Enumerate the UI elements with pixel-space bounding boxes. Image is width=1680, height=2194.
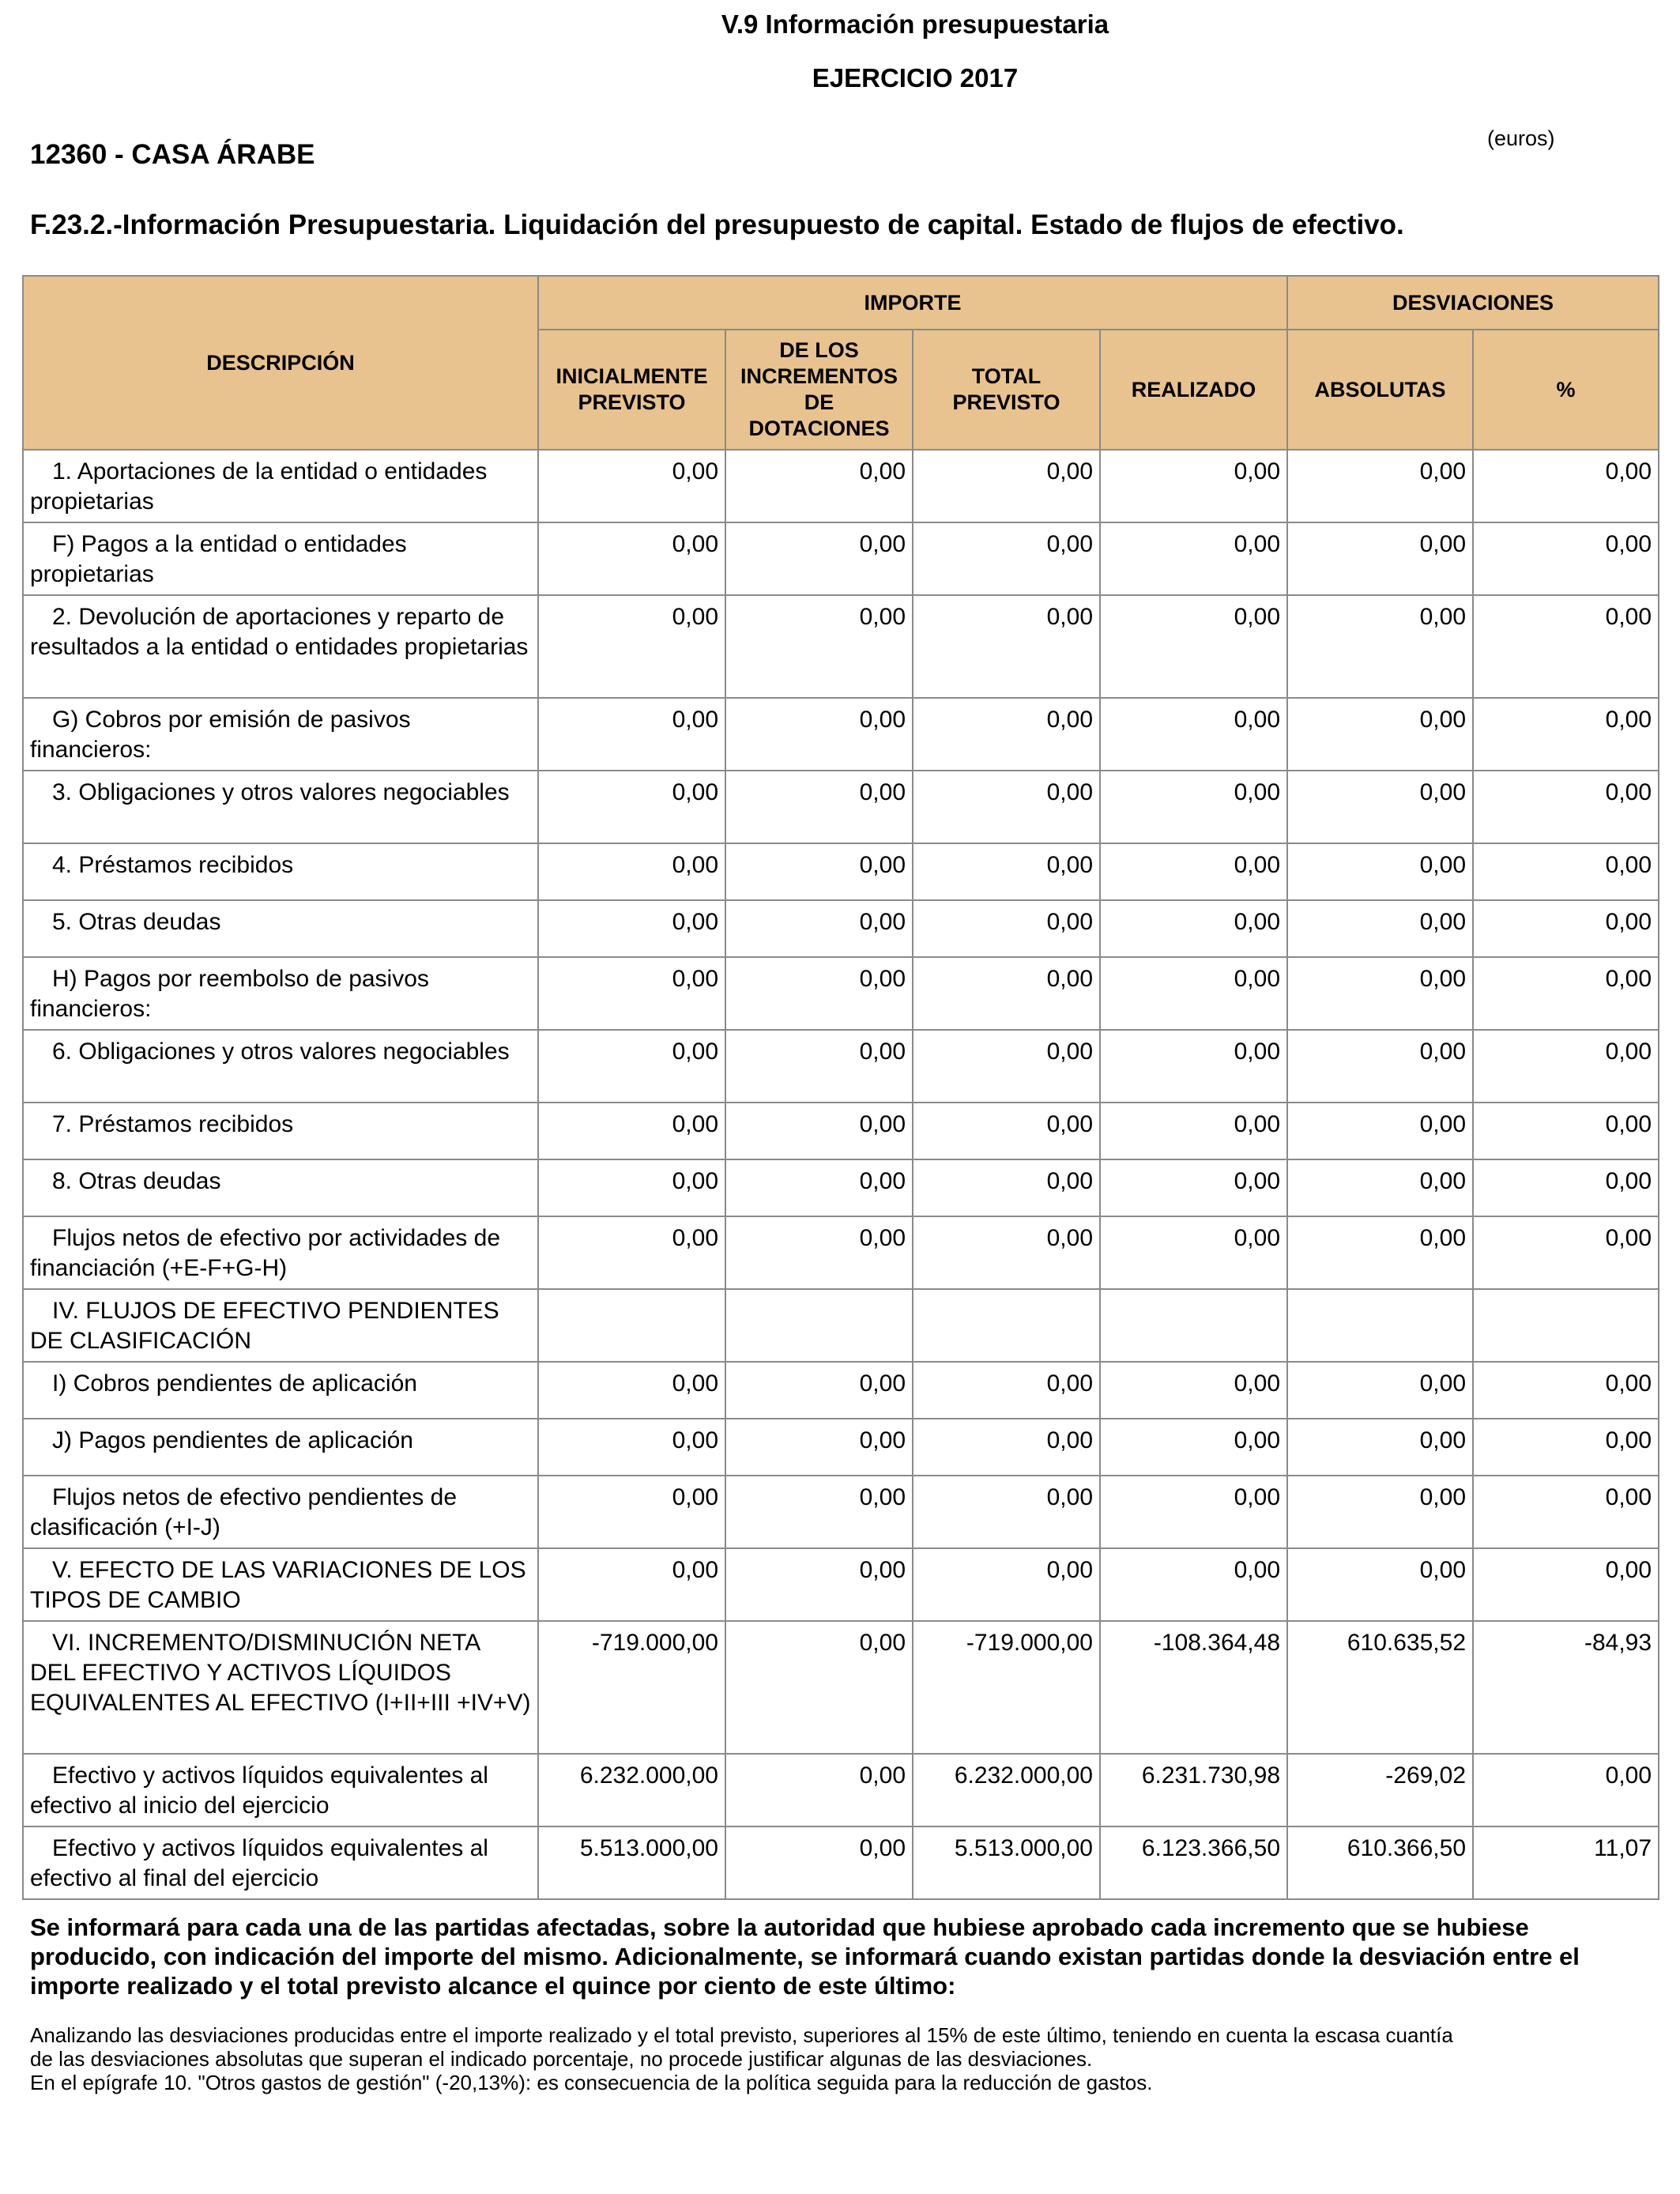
row-description: J) Pagos pendientes de aplicación xyxy=(23,1419,538,1476)
cell-incrementos: 0,00 xyxy=(725,900,913,957)
cell-inicialmente-previsto: 0,00 xyxy=(538,450,725,522)
cell-total-previsto: 0,00 xyxy=(913,450,1100,522)
cell-absolutas xyxy=(1287,1289,1473,1362)
cell-incrementos: 0,00 xyxy=(725,957,913,1030)
cell-inicialmente-previsto: 0,00 xyxy=(538,957,725,1030)
cell-inicialmente-previsto: 0,00 xyxy=(538,1362,725,1419)
cell-realizado: 0,00 xyxy=(1100,1216,1287,1289)
cell-realizado: 6.123.366,50 xyxy=(1100,1826,1287,1899)
row-description: H) Pagos por reembolso de pasivos financieros: xyxy=(23,957,538,1030)
cell-absolutas: 0,00 xyxy=(1287,1548,1473,1621)
cell-realizado: 6.231.730,98 xyxy=(1100,1754,1287,1826)
cell-total-previsto: 6.232.000,00 xyxy=(913,1754,1100,1826)
cell-incrementos: 0,00 xyxy=(725,1362,913,1419)
cell-incrementos: 0,00 xyxy=(725,1419,913,1476)
cell-absolutas: 0,00 xyxy=(1287,1103,1473,1159)
cell-total-previsto: 0,00 xyxy=(913,1159,1100,1216)
cell-total-previsto: 0,00 xyxy=(913,900,1100,957)
table-row xyxy=(23,843,1659,900)
row-description: Efectivo y activos líquidos equivalentes al efectivo al inicio del ejercicio xyxy=(23,1754,538,1826)
cell-inicialmente-previsto: 0,00 xyxy=(538,1548,725,1621)
cell-absolutas: 0,00 xyxy=(1287,1362,1473,1419)
cell-incrementos xyxy=(725,1289,913,1362)
table-row xyxy=(23,1419,1659,1476)
row-description: 6. Obligaciones y otros valores negociables xyxy=(23,1030,538,1103)
table-row xyxy=(23,1548,1659,1621)
cell-realizado: 0,00 xyxy=(1100,771,1287,843)
cell-total-previsto: 0,00 xyxy=(913,1476,1100,1548)
row-description: IV. FLUJOS DE EFECTIVO PENDIENTES DE CLASIFICACIÓN xyxy=(23,1289,538,1362)
cell-absolutas: 610.635,52 xyxy=(1287,1621,1473,1754)
cell-realizado: 0,00 xyxy=(1100,1419,1287,1476)
cell-incrementos: 0,00 xyxy=(725,1826,913,1899)
cell-incrementos: 0,00 xyxy=(725,1030,913,1103)
cell-total-previsto: 0,00 xyxy=(913,522,1100,595)
cell-total-previsto: -719.000,00 xyxy=(913,1621,1100,1754)
cell-inicialmente-previsto: -719.000,00 xyxy=(538,1621,725,1754)
cell-inicialmente-previsto: 0,00 xyxy=(538,1030,725,1103)
cell-porcentaje: 0,00 xyxy=(1473,522,1659,595)
cell-porcentaje: 11,07 xyxy=(1473,1826,1659,1899)
cell-inicialmente-previsto: 0,00 xyxy=(538,1419,725,1476)
cell-absolutas: 0,00 xyxy=(1287,771,1473,843)
cell-realizado xyxy=(1100,1289,1287,1362)
row-description: 7. Préstamos recibidos xyxy=(23,1103,538,1159)
table-row xyxy=(23,1826,1659,1899)
cell-porcentaje: 0,00 xyxy=(1473,1159,1659,1216)
cell-incrementos: 0,00 xyxy=(725,1159,913,1216)
cell-realizado: 0,00 xyxy=(1100,1548,1287,1621)
explanation-line: Analizando las desviaciones producidas entre el importe realizado y el total previsto, superiores al 15% de este último, teniendo en cuenta la escasa cuantía xyxy=(30,2023,1453,2047)
cell-incrementos: 0,00 xyxy=(725,595,913,698)
cell-inicialmente-previsto: 0,00 xyxy=(538,522,725,595)
cell-realizado: 0,00 xyxy=(1100,450,1287,522)
cell-absolutas: 0,00 xyxy=(1287,843,1473,900)
table-row xyxy=(23,698,1659,771)
cash-flow-table xyxy=(22,275,1659,1900)
cell-total-previsto xyxy=(913,1289,1100,1362)
table-row xyxy=(23,1289,1659,1362)
entity-name: 12360 - CASA ÁRABE xyxy=(30,139,315,170)
cell-total-previsto: 0,00 xyxy=(913,1419,1100,1476)
explanation-note xyxy=(30,2023,1658,2094)
cell-incrementos: 0,00 xyxy=(725,1103,913,1159)
cell-total-previsto: 0,00 xyxy=(913,957,1100,1030)
units-label: (euros) xyxy=(1487,126,1555,150)
cell-porcentaje: 0,00 xyxy=(1473,957,1659,1030)
cell-porcentaje: 0,00 xyxy=(1473,1754,1659,1826)
cell-porcentaje: 0,00 xyxy=(1473,900,1659,957)
col-header-inicialmente-previsto: INICIALMENTE PREVISTO xyxy=(538,330,725,450)
cell-realizado: 0,00 xyxy=(1100,595,1287,698)
row-description: V. EFECTO DE LAS VARIACIONES DE LOS TIPOS DE CAMBIO xyxy=(23,1548,538,1621)
cell-incrementos: 0,00 xyxy=(725,1548,913,1621)
cell-absolutas: 0,00 xyxy=(1287,1030,1473,1103)
cell-realizado: -108.364,48 xyxy=(1100,1621,1287,1754)
col-header-incrementos: DE LOS INCREMENTOS DE DOTACIONES xyxy=(725,330,913,450)
explanation-line: En el epígrafe 10. "Otros gastos de gestión" (-20,13%): es consecuencia de la política seguida para la reducción de gastos. xyxy=(30,2071,1153,2094)
cell-total-previsto: 0,00 xyxy=(913,771,1100,843)
table-row xyxy=(23,957,1659,1030)
row-description: 2. Devolución de aportaciones y reparto de resultados a la entidad o entidades propietarias xyxy=(23,595,538,698)
row-description: 8. Otras deudas xyxy=(23,1159,538,1216)
row-description: Flujos netos de efectivo por actividades de financiación (+E-F+G-H) xyxy=(23,1216,538,1289)
cell-absolutas: 0,00 xyxy=(1287,957,1473,1030)
cell-incrementos: 0,00 xyxy=(725,1754,913,1826)
table-row xyxy=(23,1030,1659,1103)
cell-porcentaje xyxy=(1473,1289,1659,1362)
cell-realizado: 0,00 xyxy=(1100,1362,1287,1419)
cell-total-previsto: 0,00 xyxy=(913,1103,1100,1159)
cell-porcentaje: 0,00 xyxy=(1473,843,1659,900)
table-row xyxy=(23,1476,1659,1548)
col-header-descripcion: DESCRIPCIÓN xyxy=(23,276,538,450)
row-description: VI. INCREMENTO/DISMINUCIÓN NETA DEL EFECTIVO Y ACTIVOS LÍQUIDOS EQUIVALENTES AL EFECTIVO (I+II+III +IV+V) xyxy=(23,1621,538,1754)
col-header-total-previsto: TOTAL PREVISTO xyxy=(913,330,1100,450)
cell-realizado: 0,00 xyxy=(1100,957,1287,1030)
cell-porcentaje: 0,00 xyxy=(1473,1030,1659,1103)
cell-incrementos: 0,00 xyxy=(725,522,913,595)
table-row xyxy=(23,1103,1659,1159)
cell-inicialmente-previsto: 0,00 xyxy=(538,843,725,900)
row-description: G) Cobros por emisión de pasivos financieros: xyxy=(23,698,538,771)
row-description: Efectivo y activos líquidos equivalentes al efectivo al final del ejercicio xyxy=(23,1826,538,1899)
cell-absolutas: 0,00 xyxy=(1287,900,1473,957)
table-row xyxy=(23,522,1659,595)
cell-total-previsto: 5.513.000,00 xyxy=(913,1826,1100,1899)
cell-porcentaje: 0,00 xyxy=(1473,1548,1659,1621)
cell-porcentaje: 0,00 xyxy=(1473,1476,1659,1548)
cell-porcentaje: 0,00 xyxy=(1473,450,1659,522)
cell-total-previsto: 0,00 xyxy=(913,1362,1100,1419)
cell-total-previsto: 0,00 xyxy=(913,843,1100,900)
cell-inicialmente-previsto xyxy=(538,1289,725,1362)
report-title: V.9 Información presupuestaria xyxy=(721,9,1109,39)
cell-inicialmente-previsto: 5.513.000,00 xyxy=(538,1826,725,1899)
cell-total-previsto: 0,00 xyxy=(913,1030,1100,1103)
col-header-absolutas: ABSOLUTAS xyxy=(1287,330,1473,450)
table-row xyxy=(23,1159,1659,1216)
cell-realizado: 0,00 xyxy=(1100,1030,1287,1103)
cell-porcentaje: 0,00 xyxy=(1473,595,1659,698)
cell-absolutas: 0,00 xyxy=(1287,595,1473,698)
table-row xyxy=(23,1216,1659,1289)
col-header-realizado: REALIZADO xyxy=(1100,330,1287,450)
cell-incrementos: 0,00 xyxy=(725,843,913,900)
cell-inicialmente-previsto: 6.232.000,00 xyxy=(538,1754,725,1826)
table-row xyxy=(23,900,1659,957)
cell-porcentaje: -84,93 xyxy=(1473,1621,1659,1754)
cell-inicialmente-previsto: 0,00 xyxy=(538,771,725,843)
cell-realizado: 0,00 xyxy=(1100,698,1287,771)
row-description: I) Cobros pendientes de aplicación xyxy=(23,1362,538,1419)
cell-absolutas: 0,00 xyxy=(1287,698,1473,771)
cell-realizado: 0,00 xyxy=(1100,1476,1287,1548)
report-year: EJERCICIO 2017 xyxy=(812,63,1019,92)
cell-incrementos: 0,00 xyxy=(725,450,913,522)
cell-absolutas: -269,02 xyxy=(1287,1754,1473,1826)
cell-inicialmente-previsto: 0,00 xyxy=(538,900,725,957)
group-header-desviaciones: DESVIACIONES xyxy=(1287,276,1659,330)
table-row xyxy=(23,1754,1659,1826)
cell-incrementos: 0,00 xyxy=(725,1621,913,1754)
cell-absolutas: 0,00 xyxy=(1287,1476,1473,1548)
cell-absolutas: 0,00 xyxy=(1287,522,1473,595)
row-description: 1. Aportaciones de la entidad o entidades propietarias xyxy=(23,450,538,522)
cell-incrementos: 0,00 xyxy=(725,1216,913,1289)
cell-total-previsto: 0,00 xyxy=(913,698,1100,771)
table-row xyxy=(23,450,1659,522)
cell-porcentaje: 0,00 xyxy=(1473,698,1659,771)
cell-incrementos: 0,00 xyxy=(725,771,913,843)
cell-inicialmente-previsto: 0,00 xyxy=(538,1159,725,1216)
cell-absolutas: 0,00 xyxy=(1287,1419,1473,1476)
cell-realizado: 0,00 xyxy=(1100,1159,1287,1216)
row-description: 3. Obligaciones y otros valores negociables xyxy=(23,771,538,843)
cell-inicialmente-previsto: 0,00 xyxy=(538,1476,725,1548)
table-row xyxy=(23,595,1659,698)
explanation-line: de las desviaciones absolutas que superan el indicado porcentaje, no procede justificar algunas de las desviaciones. xyxy=(30,2047,1093,2071)
row-description: F) Pagos a la entidad o entidades propietarias xyxy=(23,522,538,595)
cell-absolutas: 0,00 xyxy=(1287,1216,1473,1289)
table-row xyxy=(23,771,1659,843)
cell-inicialmente-previsto: 0,00 xyxy=(538,1103,725,1159)
cell-realizado: 0,00 xyxy=(1100,1103,1287,1159)
cell-incrementos: 0,00 xyxy=(725,698,913,771)
cell-total-previsto: 0,00 xyxy=(913,1216,1100,1289)
cell-total-previsto: 0,00 xyxy=(913,595,1100,698)
cell-absolutas: 0,00 xyxy=(1287,450,1473,522)
cell-porcentaje: 0,00 xyxy=(1473,1362,1659,1419)
instructions-note: Se informará para cada una de las partidas afectadas, sobre la autoridad que hubiese aprobado cada incremento que se hubiese producido, con indicación del importe del mismo. Adicionalmente, se informará cuando existan partidas donde la desviación entre el importe realizado y el total previsto alcance el quince por ciento de este último: xyxy=(30,1913,1580,2000)
cell-porcentaje: 0,00 xyxy=(1473,1419,1659,1476)
table-row xyxy=(23,1621,1659,1754)
row-description: 4. Préstamos recibidos xyxy=(23,843,538,900)
cell-absolutas: 610.366,50 xyxy=(1287,1826,1473,1899)
cell-absolutas: 0,00 xyxy=(1287,1159,1473,1216)
cell-porcentaje: 0,00 xyxy=(1473,771,1659,843)
cell-porcentaje: 0,00 xyxy=(1473,1216,1659,1289)
group-header-importe: IMPORTE xyxy=(538,276,1287,330)
section-title: F.23.2.-Información Presupuestaria. Liquidación del presupuesto de capital. Estado de flujos de efectivo. xyxy=(30,209,1404,240)
cell-inicialmente-previsto: 0,00 xyxy=(538,698,725,771)
row-description: Flujos netos de efectivo pendientes de clasificación (+I-J) xyxy=(23,1476,538,1548)
cell-inicialmente-previsto: 0,00 xyxy=(538,1216,725,1289)
row-description: 5. Otras deudas xyxy=(23,900,538,957)
table-row xyxy=(23,1362,1659,1419)
cell-realizado: 0,00 xyxy=(1100,522,1287,595)
cell-incrementos: 0,00 xyxy=(725,1476,913,1548)
cell-porcentaje: 0,00 xyxy=(1473,1103,1659,1159)
cell-realizado: 0,00 xyxy=(1100,843,1287,900)
col-header-porcentaje: % xyxy=(1473,330,1659,450)
table-body xyxy=(23,450,1659,1899)
cell-realizado: 0,00 xyxy=(1100,900,1287,957)
cell-inicialmente-previsto: 0,00 xyxy=(538,595,725,698)
cell-total-previsto: 0,00 xyxy=(913,1548,1100,1621)
